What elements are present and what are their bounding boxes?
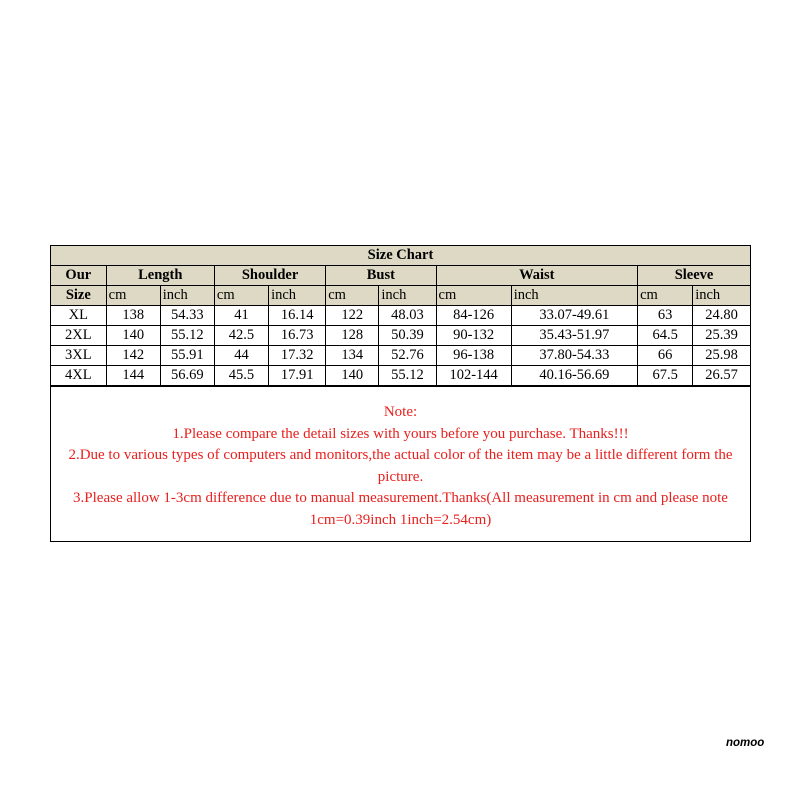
bust-cm-cell: 140 <box>326 366 379 386</box>
group-header-bust: Bust <box>326 266 436 286</box>
size-chart <box>50 245 751 542</box>
length-cm-cell: 142 <box>106 346 160 366</box>
note-line-2: 2.Due to various types of computers and monitors,the actual color of the item may be a little different form the picture. <box>68 447 733 485</box>
size-header-bottom: Size <box>51 286 106 306</box>
unit-cm: cm <box>638 286 693 306</box>
shoulder-inch-cell: 16.73 <box>269 326 326 346</box>
size-cell: 2XL <box>51 326 106 346</box>
bust-cm-cell: 128 <box>326 326 379 346</box>
unit-header-row <box>51 286 750 306</box>
sleeve-inch-cell: 26.57 <box>693 366 750 386</box>
shoulder-inch-cell: 17.91 <box>269 366 326 386</box>
group-header-row <box>51 266 750 286</box>
waist-cm-cell: 96-138 <box>436 346 511 366</box>
group-header-shoulder: Shoulder <box>214 266 325 286</box>
shoulder-cm-cell: 44 <box>214 346 268 366</box>
waist-inch-cell: 33.07-49.61 <box>511 306 637 326</box>
bust-inch-cell: 48.03 <box>379 306 436 326</box>
table-row <box>51 346 750 366</box>
sleeve-inch-cell: 25.39 <box>693 326 750 346</box>
length-inch-cell: 55.91 <box>160 346 214 366</box>
sleeve-inch-cell: 25.98 <box>693 346 750 366</box>
waist-inch-cell: 40.16-56.69 <box>511 366 637 386</box>
note-heading: Note: <box>383 404 418 420</box>
group-header-length: Length <box>106 266 214 286</box>
brand-watermark: nomoo <box>726 737 765 749</box>
waist-cm-cell: 84-126 <box>436 306 511 326</box>
length-cm-cell: 138 <box>106 306 160 326</box>
unit-inch: inch <box>379 286 436 306</box>
bust-cm-cell: 134 <box>326 346 379 366</box>
waist-cm-cell: 102-144 <box>436 366 511 386</box>
bust-inch-cell: 52.76 <box>379 346 436 366</box>
chart-title: Size Chart <box>51 246 750 266</box>
size-cell: XL <box>51 306 106 326</box>
table-row <box>51 306 750 326</box>
size-cell: 4XL <box>51 366 106 386</box>
waist-inch-cell: 37.80-54.33 <box>511 346 637 366</box>
sleeve-cm-cell: 66 <box>638 346 693 366</box>
table-row <box>51 326 750 346</box>
note-line-1: 1.Please compare the detail sizes with yours before you purchase. Thanks!!! <box>172 425 629 442</box>
size-cell: 3XL <box>51 346 106 366</box>
bust-inch-cell: 55.12 <box>379 366 436 386</box>
shoulder-cm-cell: 41 <box>214 306 268 326</box>
size-table <box>51 246 750 386</box>
sleeve-cm-cell: 64.5 <box>638 326 693 346</box>
note-line-3: 3.Please allow 1-3cm difference due to manual measurement.Thanks(All measurement in cm and please note 1cm=0.39inch 1inch=2.54cm) <box>73 490 728 528</box>
notes-section <box>51 386 750 541</box>
shoulder-inch-cell: 16.14 <box>269 306 326 326</box>
group-header-sleeve: Sleeve <box>638 266 750 286</box>
length-inch-cell: 56.69 <box>160 366 214 386</box>
group-header-waist: Waist <box>436 266 638 286</box>
waist-inch-cell: 35.43-51.97 <box>511 326 637 346</box>
shoulder-cm-cell: 45.5 <box>214 366 268 386</box>
sleeve-cm-cell: 63 <box>638 306 693 326</box>
table-row <box>51 366 750 386</box>
length-cm-cell: 144 <box>106 366 160 386</box>
unit-inch: inch <box>160 286 214 306</box>
length-inch-cell: 55.12 <box>160 326 214 346</box>
unit-cm: cm <box>106 286 160 306</box>
unit-inch: inch <box>269 286 326 306</box>
unit-inch: inch <box>511 286 637 306</box>
unit-inch: inch <box>693 286 750 306</box>
shoulder-cm-cell: 42.5 <box>214 326 268 346</box>
sleeve-inch-cell: 24.80 <box>693 306 750 326</box>
length-inch-cell: 54.33 <box>160 306 214 326</box>
sleeve-cm-cell: 67.5 <box>638 366 693 386</box>
unit-cm: cm <box>214 286 268 306</box>
unit-cm: cm <box>326 286 379 306</box>
bust-cm-cell: 122 <box>326 306 379 326</box>
length-cm-cell: 140 <box>106 326 160 346</box>
unit-cm: cm <box>436 286 511 306</box>
bust-inch-cell: 50.39 <box>379 326 436 346</box>
size-header-top: Our <box>51 266 106 286</box>
shoulder-inch-cell: 17.32 <box>269 346 326 366</box>
waist-cm-cell: 90-132 <box>436 326 511 346</box>
